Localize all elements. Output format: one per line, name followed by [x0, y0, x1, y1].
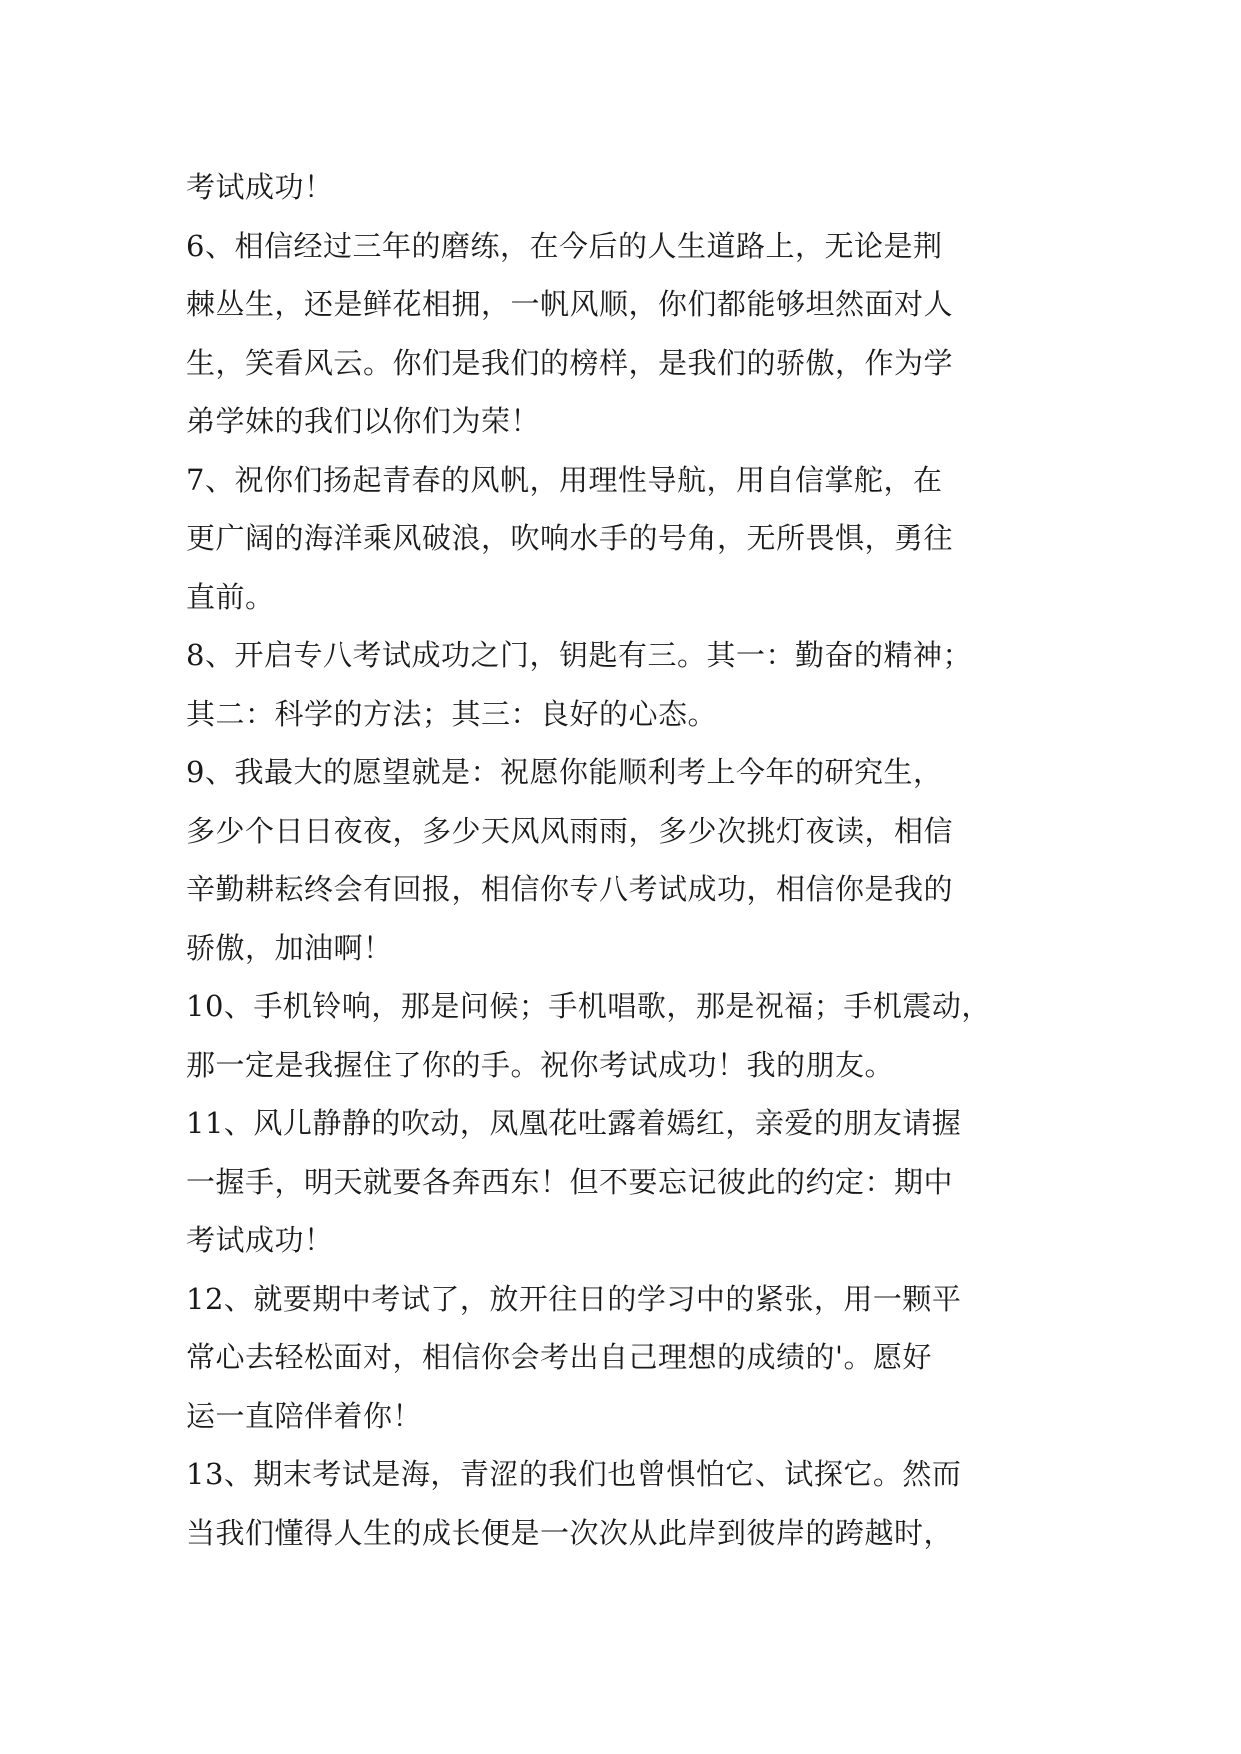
- document-body: [186, 158, 1066, 1562]
- text-line: 考试成功！: [186, 170, 334, 204]
- text-line: 12、就要期中考试了，放开往日的学习中的紧张，用一颗平: [186, 1281, 962, 1316]
- text-line: 多少个日日夜夜，多少天风风雨雨，多少次挑灯夜读，相信: [186, 813, 954, 848]
- text-line: 7、祝你们扬起青春的风帆，用理性导航，用自信掌舵，在: [186, 462, 943, 497]
- text-line: 6、相信经过三年的磨练，在今后的人生道路上，无论是荆: [186, 228, 943, 263]
- text-line: 运一直陪伴着你！: [186, 1398, 423, 1433]
- text-line: 辛勤耕耘终会有回报，相信你专八考试成功，相信你是我的: [186, 872, 954, 906]
- text-line: 常心去轻松面对，相信你会考出自己理想的成绩的'。愿好: [186, 1340, 932, 1374]
- text-line: 11、风儿静静的吹动，凤凰花吐露着嫣红，亲爱的朋友请握: [186, 1106, 962, 1140]
- text-line: 10、手机铃响，那是问候；手机唱歌，那是祝福；手机震动，: [186, 989, 991, 1023]
- text-line: 9、我最大的愿望就是：祝愿你能顺利考上今年的研究生，: [186, 755, 943, 789]
- text-line: 13、期末考试是海，青涩的我们也曾惧怕它、试探它。然而: [186, 1457, 962, 1491]
- text-line: 直前。: [186, 579, 275, 614]
- text-line: 骄傲，加油啊！: [186, 930, 393, 965]
- text-line: 生，笑看风云。你们是我们的榜样，是我们的骄傲，作为学: [186, 345, 954, 380]
- text-line: 考试成功！: [186, 1223, 334, 1257]
- text-line: 8、开启专八考试成功之门，钥匙有三。其一：勤奋的精神；: [186, 638, 972, 672]
- text-line: 其二：科学的方法；其三：良好的心态。: [186, 696, 718, 731]
- text-line: 那一定是我握住了你的手。祝你考试成功！我的朋友。: [186, 1047, 895, 1082]
- text-line: 一握手，明天就要各奔西东！但不要忘记彼此的约定：期中: [186, 1164, 954, 1199]
- text-line: 弟学妹的我们以你们为荣！: [186, 404, 541, 438]
- text-line: 当我们懂得人生的成长便是一次次从此岸到彼岸的跨越时，: [186, 1515, 954, 1550]
- text-line: 更广阔的海洋乘风破浪，吹响水手的号角，无所畏惧，勇往: [186, 521, 954, 555]
- text-line: 棘丛生，还是鲜花相拥，一帆风顺，你们都能够坦然面对人: [186, 287, 954, 321]
